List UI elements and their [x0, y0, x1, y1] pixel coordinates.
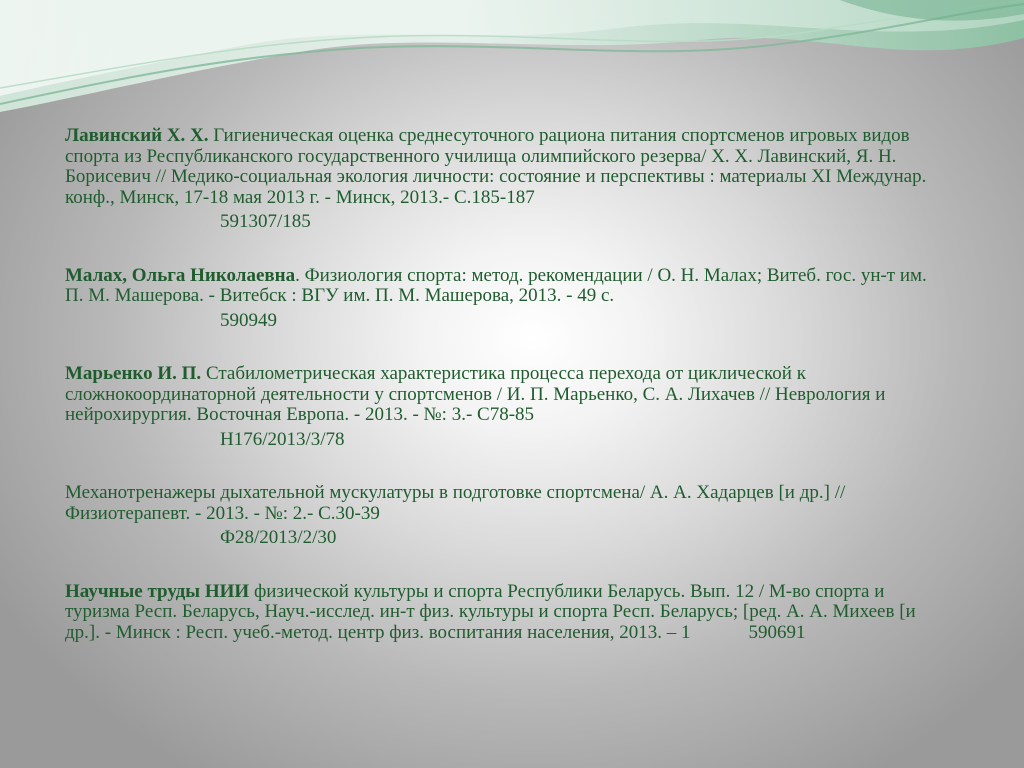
entry-text: . Физиология спорта: метод. рекомендации / О. Н. Малах; Витеб. гос. ун-т им. П. М. Машерова. - Витебск : ВГУ им. П. М. Машерова, 2013. - 49 с.	[65, 264, 927, 306]
bibliography-entry	[65, 483, 945, 549]
entry-author: Малах, Ольга Николаевна	[65, 264, 296, 286]
entry-shelf-code: 590691	[748, 621, 806, 643]
entry-text: Механотренажеры дыхательной мускулатуры в подготовке спортсмена/ А. А. Хадарцев [и др.] // Физиотерапевт. - 2013. - №: 2.- С.30-39	[65, 482, 846, 524]
entry-author: Научные труды НИИ	[65, 580, 250, 602]
entry-shelf-code: 590949	[220, 309, 277, 331]
bibliography-entry	[65, 126, 945, 233]
entry-shelf-code: Ф28/2013/2/30	[220, 527, 337, 548]
entry-shelf-code: 591307/185	[220, 211, 311, 232]
decorative-wave-header	[0, 0, 1024, 120]
bibliography-entry	[65, 364, 945, 450]
entry-citation	[65, 266, 945, 307]
entry-text: Гигиеническая оценка среднесуточного рациона питания спортсменов игровых видов спорта из Республиканского государственного училища олимпийского резерва/ Х. Х. Лавинский, Я. Н. Борисевич // Медико-социальная экология личности: состояние и перспективы : материалы XI Междунар. конф., Минск, 17-18 мая 2013 г. - Минск, 2013.- С.185-187	[65, 125, 927, 208]
entry-citation	[65, 126, 945, 208]
entry-citation	[65, 483, 945, 524]
entry-text: физической культуры и спорта Республики Беларусь. Вып. 12 / М-во спорта и туризма Респ. Беларусь, Науч.-исслед. ин-т физ. культуры и спорта Респ. Беларусь; [ред. А. А. Михеев [и др.]. - Минск : Респ. учеб.-метод. центр физ. воспитания населения, 2013. – 1	[65, 580, 916, 643]
bibliography-entry	[65, 266, 945, 332]
entry-shelf-code: Н176/2013/3/78	[220, 428, 345, 450]
bibliography-entry	[65, 582, 945, 644]
entry-citation	[65, 364, 945, 426]
entry-citation	[65, 582, 945, 644]
entry-text: Стабилометрическая характеристика процесса перехода от циклической к сложнокоординаторной деятельности у спортсменов / И. П. Марьенко, С. А. Лихачев // Неврология и нейрохирургия. Восточная Европа. - 2013. - №: 3.- С78-85	[65, 363, 886, 425]
entry-author: Лавинский Х. Х.	[65, 125, 209, 146]
entry-author: Марьенко И. П.	[65, 363, 202, 384]
bibliography-list	[65, 126, 945, 643]
